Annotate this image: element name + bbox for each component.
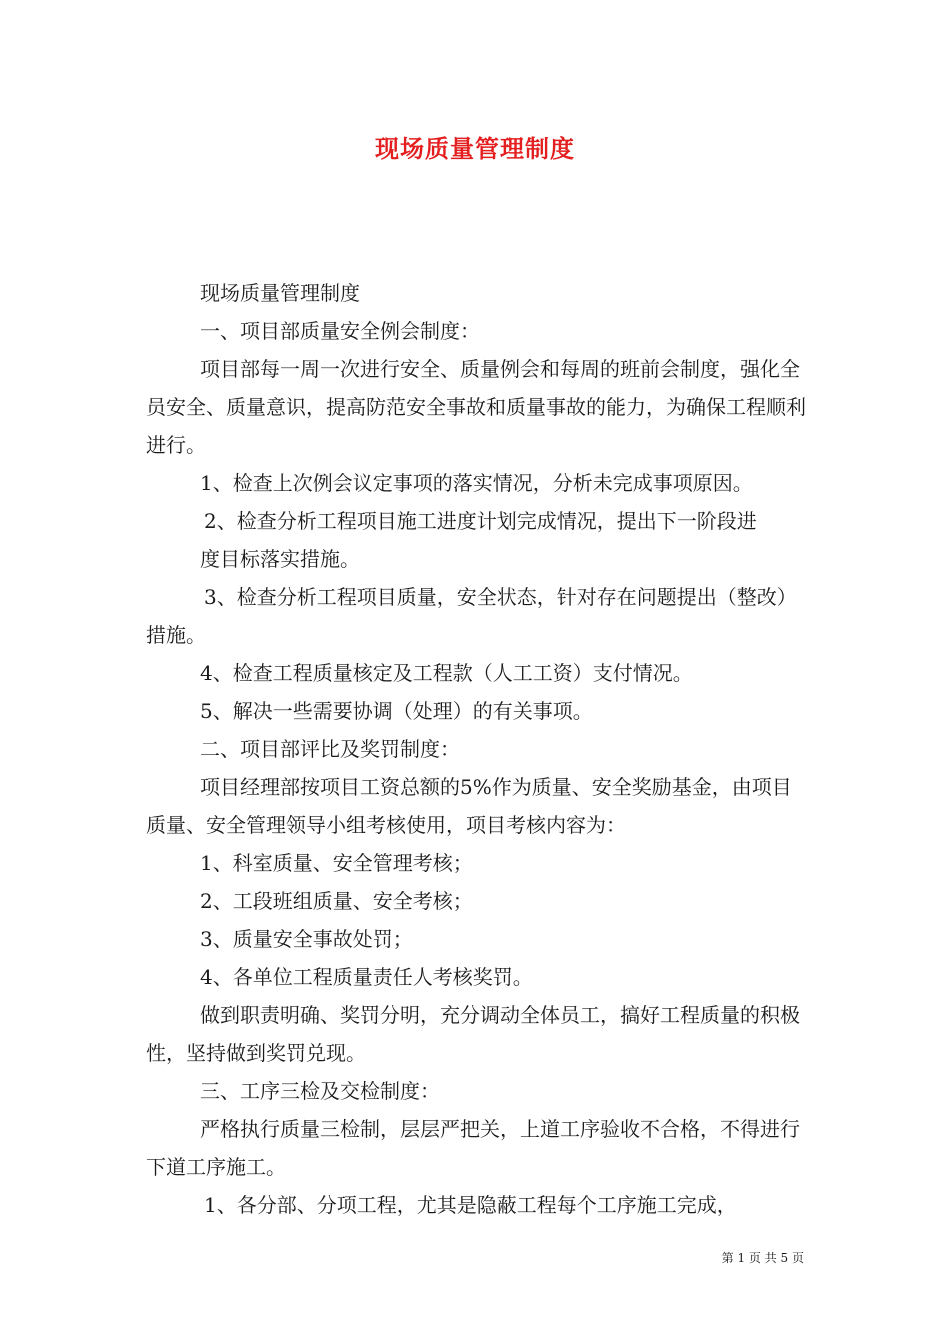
document-body	[146, 274, 810, 1224]
section-heading: 三、工序三检及交检制度：	[200, 1079, 440, 1103]
section-heading: 二、项目部评比及奖罚制度：	[200, 737, 460, 761]
paragraph: 现场质量管理制度	[200, 281, 360, 305]
list-item: 3、质量安全事故处罚；	[200, 927, 413, 951]
paragraph: 严格执行质量三检制，层层严把关，上道工序验收不合格，不得进行下道工序施工。	[146, 1117, 800, 1179]
section-heading: 一、项目部质量安全例会制度：	[200, 319, 480, 343]
list-item: 1、科室质量、安全管理考核；	[200, 851, 473, 875]
list-item: 2、检查分析工程项目施工进度计划完成情况，提出下一阶段进	[204, 509, 757, 533]
list-item: 3、检查分析工程项目质量，安全状态，针对存在问题提出（整改）措施。	[146, 585, 797, 647]
page-number: 第 1 页 共 5 页	[721, 1251, 804, 1265]
list-item: 1、各分部、分项工程，尤其是隐蔽工程每个工序施工完成，	[204, 1193, 737, 1217]
paragraph: 项目经理部按项目工资总额的5%作为质量、安全奖励基金，由项目质量、安全管理领导小组考核使用，项目考核内容为：	[146, 775, 792, 837]
paragraph: 项目部每一周一次进行安全、质量例会和每周的班前会制度，强化全员安全、质量意识，提高防范安全事故和质量事故的能力，为确保工程顺利进行。	[146, 357, 806, 457]
list-item: 2、工段班组质量、安全考核；	[200, 889, 473, 913]
list-item: 4、各单位工程质量责任人考核奖罚。	[200, 965, 533, 989]
document-title: 现场质量管理制度	[375, 134, 575, 163]
list-item: 1、检查上次例会议定事项的落实情况，分析未完成事项原因。	[200, 471, 753, 495]
list-item: 5、解决一些需要协调（处理）的有关事项。	[200, 699, 593, 723]
paragraph: 度目标落实措施。	[200, 547, 360, 571]
paragraph: 做到职责明确、奖罚分明，充分调动全体员工，搞好工程质量的积极性，坚持做到奖罚兑现。	[146, 1003, 800, 1065]
list-item: 4、检查工程质量核定及工程款（人工工资）支付情况。	[200, 661, 693, 685]
